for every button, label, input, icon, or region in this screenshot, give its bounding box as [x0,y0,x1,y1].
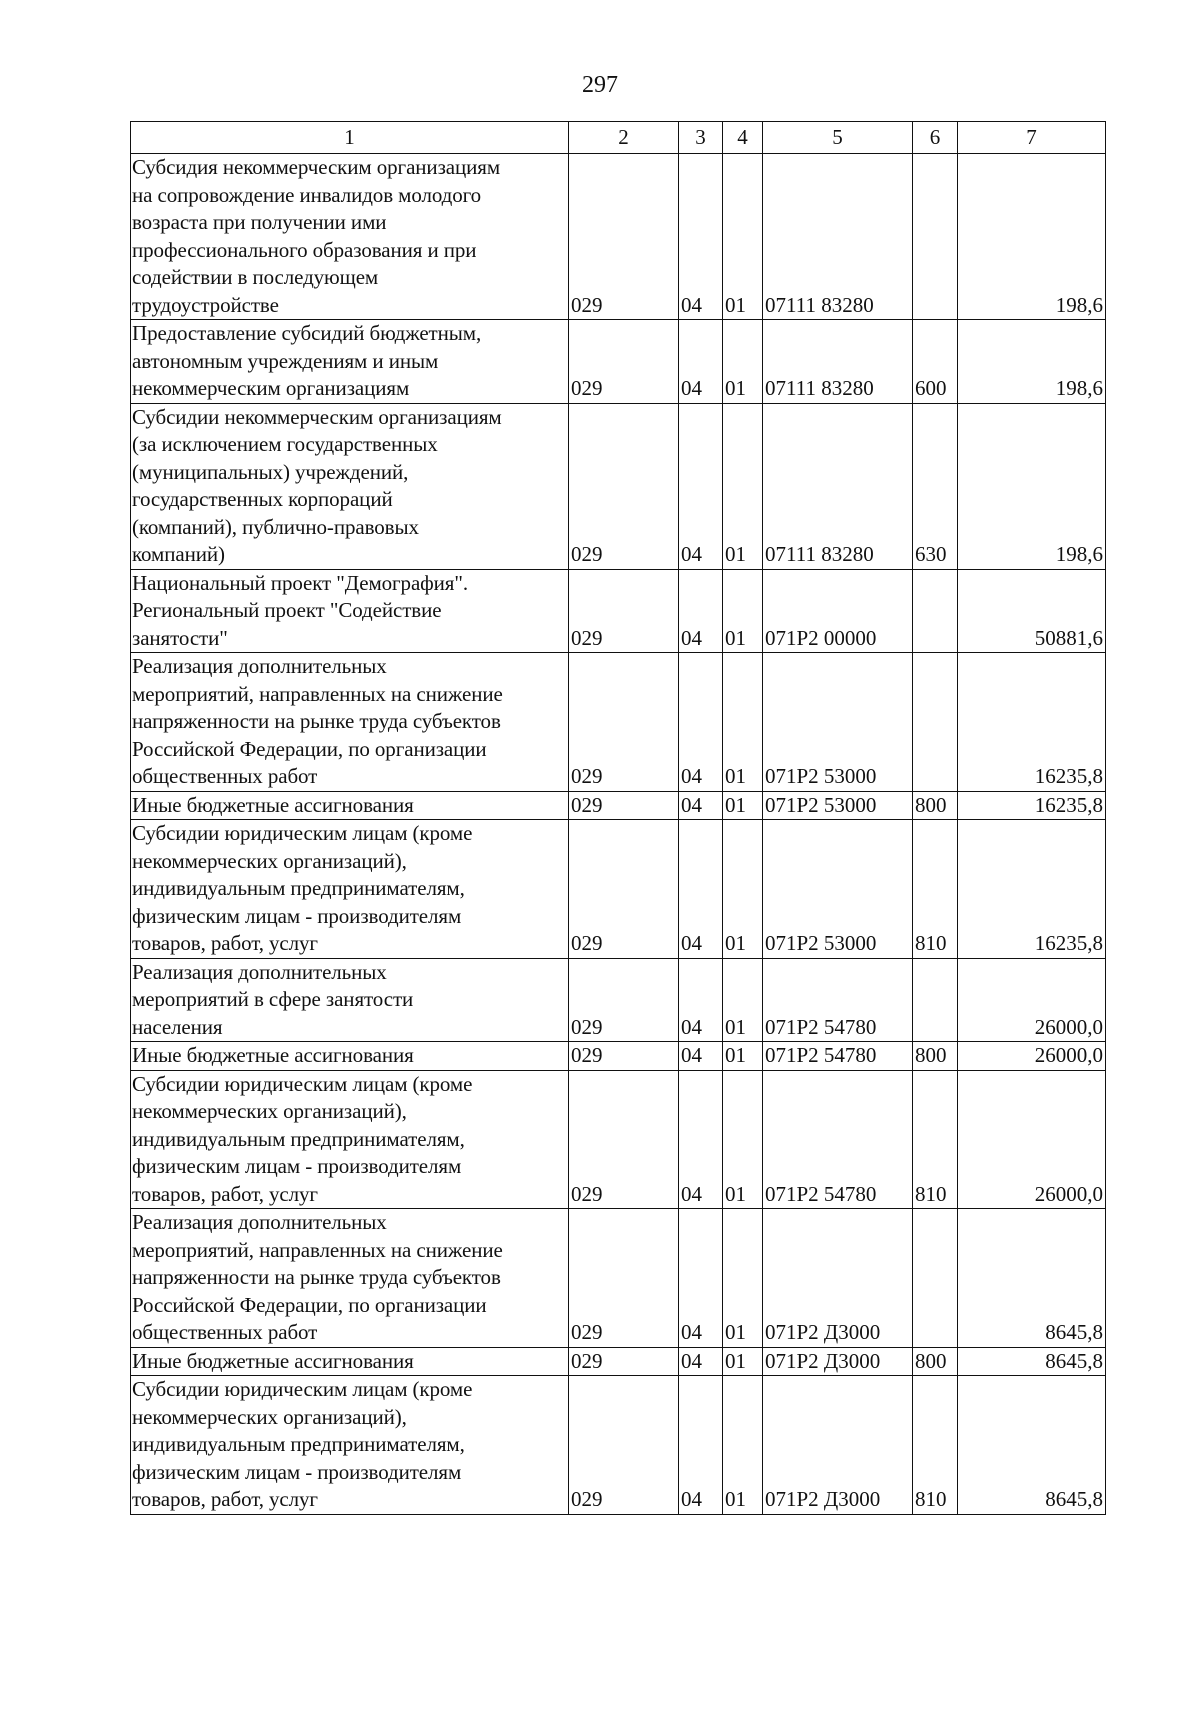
item-name-cell [131,958,569,1042]
item-name-cell [131,569,569,653]
item-name-line: Субсидии некоммерческим организациям [132,404,502,429]
ministry-code-cell: 029 [569,569,679,653]
item-name-line: профессионального образования и при [132,237,477,262]
header-col-6: 6 [913,122,958,154]
table-row [131,569,1106,653]
item-name-line: Российской Федерации, по организации [132,736,487,761]
header-col-1: 1 [131,122,569,154]
expense-type-cell: 630 [913,403,958,569]
item-name-line: компаний) [132,542,225,566]
item-name-line: Предоставление субсидий бюджетным, [132,321,482,345]
ministry-code-cell: 029 [569,1209,679,1348]
page-number: 297 [582,72,618,98]
table-row [131,1070,1106,1209]
item-name-cell [131,320,569,404]
subsection-code-cell: 01 [723,1209,763,1348]
target-article-cell: 071P2 53000 [763,653,913,792]
item-name-line: некоммерческих организаций), [132,1404,407,1429]
subsection-code-cell: 01 [723,958,763,1042]
table-row [131,791,1106,820]
ministry-code-cell: 029 [569,1376,679,1515]
item-name-line: товаров, работ, услуг [132,1181,318,1206]
item-name-line: физическим лицам - производителям [132,1154,462,1178]
section-code-cell: 04 [679,1376,723,1515]
ministry-code-cell: 029 [569,1042,679,1071]
target-article-cell: 071P2 Д3000 [763,1347,913,1376]
header-col-5: 5 [763,122,913,154]
table-row [131,154,1106,320]
item-name-cell [131,1042,569,1071]
sum-cell: 8645,8 [958,1209,1106,1348]
item-name-line: (компаний), публично-правовых [132,514,419,539]
section-code-cell: 04 [679,958,723,1042]
table-row [131,1042,1106,1071]
section-code-cell: 04 [679,820,723,959]
item-name-line: индивидуальным предпринимателям, [132,1432,465,1456]
section-code-cell: 04 [679,1347,723,1376]
item-name-line: мероприятий, направленных на снижение [132,1237,503,1262]
item-name-line: автономным учреждениям и иным [132,348,439,373]
target-article-cell: 071P2 53000 [763,791,913,820]
subsection-code-cell: 01 [723,403,763,569]
subsection-code-cell: 01 [723,820,763,959]
target-article-cell: 07111 83280 [763,403,913,569]
sum-cell: 198,6 [958,320,1106,404]
table-header [131,122,1106,154]
subsection-code-cell: 01 [723,569,763,653]
ministry-code-cell: 029 [569,653,679,792]
target-article-cell: 07111 83280 [763,320,913,404]
target-article-cell: 071P2 53000 [763,820,913,959]
ministry-code-cell: 029 [569,958,679,1042]
item-name-line: физическим лицам - производителям [132,903,462,928]
sum-cell: 26000,0 [958,1042,1106,1071]
subsection-code-cell: 01 [723,653,763,792]
item-name-line: мероприятий в сфере занятости [132,987,414,1011]
expense-type-cell: 600 [913,320,958,404]
header-col-2: 2 [569,122,679,154]
item-name-line: напряженности на рынке труда субъектов [132,1265,501,1289]
table-row [131,820,1106,959]
item-name-line: Иные бюджетные ассигнования [132,1348,414,1373]
item-name-cell [131,791,569,820]
ministry-code-cell: 029 [569,820,679,959]
item-name-cell [131,653,569,792]
sum-cell: 198,6 [958,403,1106,569]
item-name-line: некоммерческим организациям [132,376,410,400]
subsection-code-cell: 01 [723,320,763,404]
sum-cell: 16235,8 [958,791,1106,820]
expense-type-cell [913,569,958,653]
section-code-cell: 04 [679,653,723,792]
table-row [131,653,1106,792]
item-name-line: Иные бюджетные ассигнования [132,792,414,817]
item-name-line: Субсидии юридическим лицам (кроме [132,1071,473,1096]
item-name-line: общественных работ [132,764,318,788]
sum-cell: 198,6 [958,154,1106,320]
item-name-cell [131,1209,569,1348]
section-code-cell: 04 [679,569,723,653]
item-name-line: населения [132,1014,223,1039]
item-name-line: индивидуальным предпринимателям, [132,876,465,900]
subsection-code-cell: 01 [723,1042,763,1071]
expense-type-cell [913,154,958,320]
item-name-line: общественных работ [132,1320,318,1344]
item-name-cell [131,820,569,959]
item-name-line: (муниципальных) учреждений, [132,459,409,484]
table-row [131,403,1106,569]
item-name-cell [131,1347,569,1376]
table-body [131,154,1106,1515]
ministry-code-cell: 029 [569,320,679,404]
item-name-line: Региональный проект "Содействие [132,598,442,622]
header-col-7: 7 [958,122,1106,154]
table-row [131,320,1106,404]
section-code-cell: 04 [679,1042,723,1071]
item-name-line: напряженности на рынке труда субъектов [132,709,501,733]
expense-type-cell: 810 [913,820,958,959]
item-name-line: занятости" [132,625,228,650]
table-row [131,1376,1106,1515]
item-name-line: Иные бюджетные ассигнования [132,1043,414,1067]
target-article-cell: 071P2 54780 [763,958,913,1042]
target-article-cell: 071P2 54780 [763,1070,913,1209]
sum-cell: 26000,0 [958,958,1106,1042]
section-code-cell: 04 [679,154,723,320]
sum-cell: 16235,8 [958,820,1106,959]
item-name-line: мероприятий, направленных на снижение [132,681,503,706]
item-name-cell [131,1070,569,1209]
item-name-line: некоммерческих организаций), [132,848,407,873]
item-name-line: физическим лицам - производителям [132,1459,462,1484]
ministry-code-cell: 029 [569,791,679,820]
header-col-3: 3 [679,122,723,154]
subsection-code-cell: 01 [723,154,763,320]
item-name-line: Субсидии юридическим лицам (кроме [132,1377,473,1401]
table-row [131,1209,1106,1348]
subsection-code-cell: 01 [723,1347,763,1376]
expense-type-cell [913,958,958,1042]
section-code-cell: 04 [679,1070,723,1209]
item-name-line: индивидуальным предпринимателям, [132,1126,465,1151]
item-name-line: возраста при получении ими [132,210,387,234]
item-name-cell [131,403,569,569]
target-article-cell: 071P2 00000 [763,569,913,653]
expense-type-cell: 800 [913,1042,958,1071]
item-name-line: товаров, работ, услуг [132,1487,318,1511]
expense-type-cell [913,653,958,792]
ministry-code-cell: 029 [569,1347,679,1376]
item-name-line: Реализация дополнительных [132,959,387,984]
expense-type-cell: 800 [913,1347,958,1376]
section-code-cell: 04 [679,320,723,404]
expense-type-cell: 810 [913,1376,958,1515]
ministry-code-cell: 029 [569,403,679,569]
item-name-line: трудоустройстве [132,292,279,317]
sum-cell: 8645,8 [958,1376,1106,1515]
header-row [131,122,1106,154]
item-name-cell [131,154,569,320]
item-name-line: Российской Федерации, по организации [132,1292,487,1317]
item-name-line: государственных корпораций [132,487,393,511]
item-name-line: (за исключением государственных [132,432,438,456]
subsection-code-cell: 01 [723,1070,763,1209]
header-col-4: 4 [723,122,763,154]
item-name-line: содействии в последующем [132,265,379,289]
ministry-code-cell: 029 [569,1070,679,1209]
subsection-code-cell: 01 [723,791,763,820]
budget-table [130,121,1106,1515]
sum-cell: 8645,8 [958,1347,1106,1376]
item-name-cell [131,1376,569,1515]
item-name-line: на сопровождение инвалидов молодого [132,182,482,207]
target-article-cell: 071P2 Д3000 [763,1376,913,1515]
target-article-cell: 071P2 54780 [763,1042,913,1071]
sum-cell: 50881,6 [958,569,1106,653]
target-article-cell: 07111 83280 [763,154,913,320]
item-name-line: Реализация дополнительных [132,654,387,678]
item-name-line: некоммерческих организаций), [132,1099,407,1123]
subsection-code-cell: 01 [723,1376,763,1515]
section-code-cell: 04 [679,791,723,820]
target-article-cell: 071P2 Д3000 [763,1209,913,1348]
table-row [131,1347,1106,1376]
sum-cell: 26000,0 [958,1070,1106,1209]
item-name-line: Субсидии юридическим лицам (кроме [132,821,473,845]
section-code-cell: 04 [679,403,723,569]
expense-type-cell: 800 [913,791,958,820]
table-row [131,958,1106,1042]
item-name-line: Национальный проект "Демография". [132,570,468,595]
expense-type-cell [913,1209,958,1348]
expense-type-cell: 810 [913,1070,958,1209]
item-name-line: Реализация дополнительных [132,1210,387,1234]
item-name-line: товаров, работ, услуг [132,931,318,955]
section-code-cell: 04 [679,1209,723,1348]
sum-cell: 16235,8 [958,653,1106,792]
item-name-line: Субсидия некоммерческим организациям [132,155,501,179]
ministry-code-cell: 029 [569,154,679,320]
